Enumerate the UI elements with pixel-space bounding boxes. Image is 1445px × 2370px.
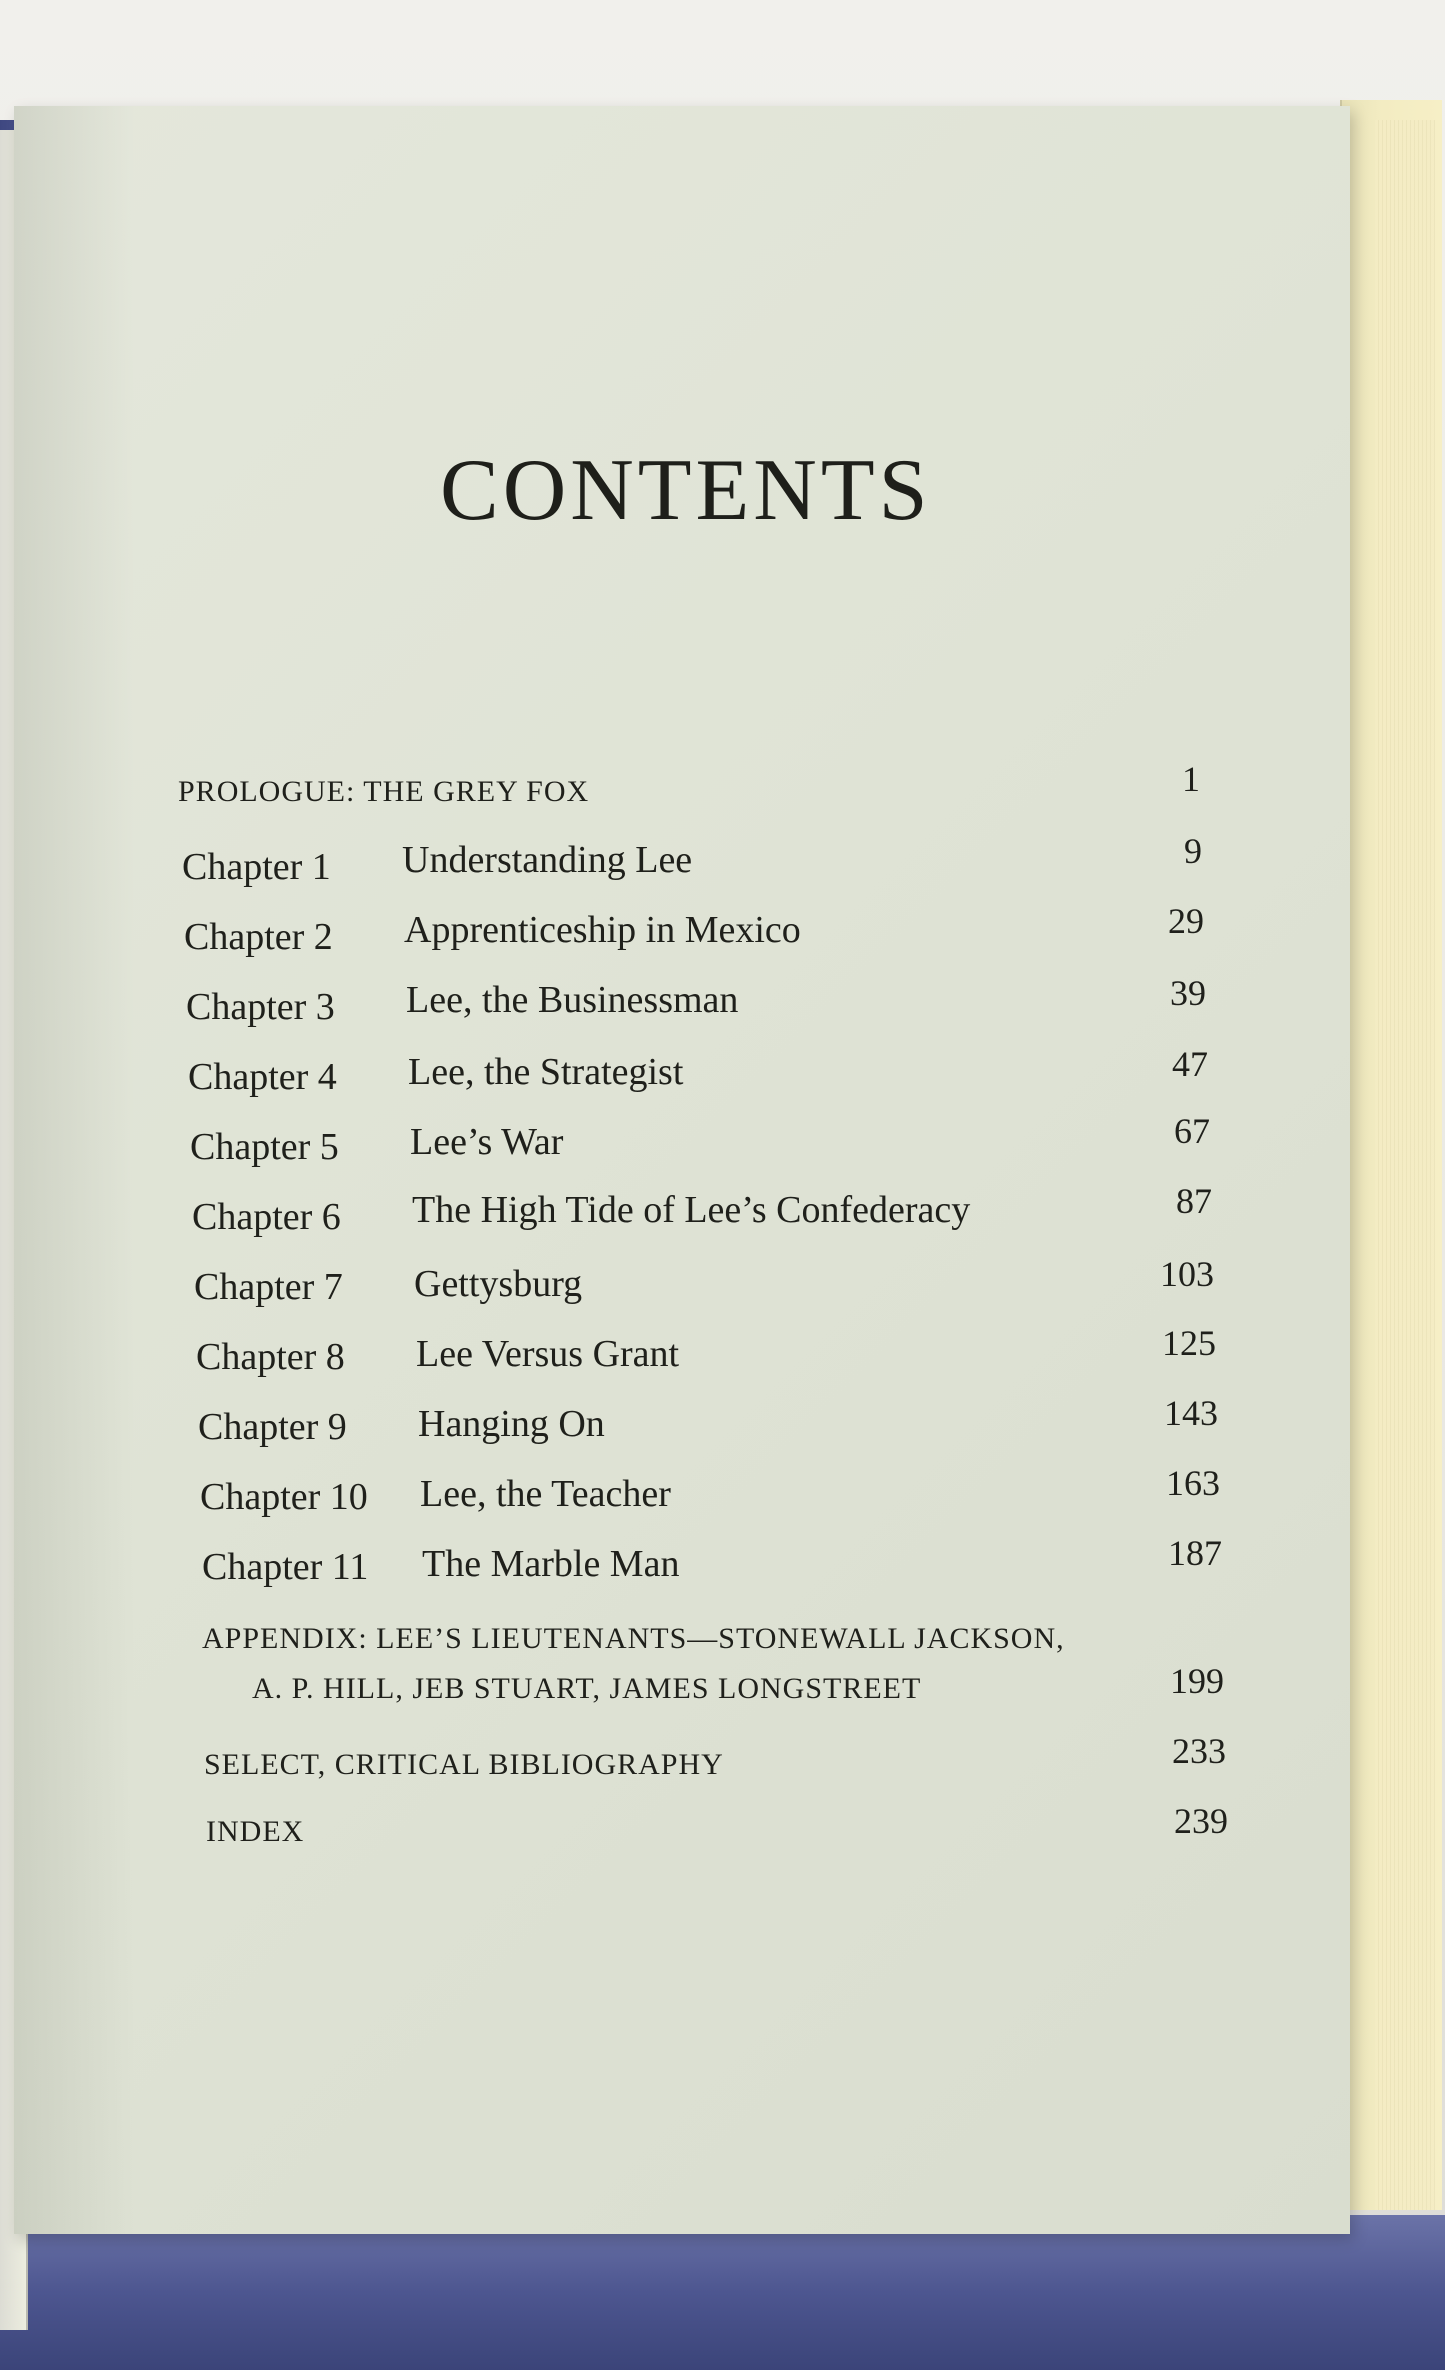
appendix-label-line2: A. P. HILL, JEB STUART, JAMES LONGSTREET: [252, 1672, 922, 1705]
chapter-page: 187: [1168, 1533, 1222, 1573]
chapter-label: Chapter 10: [200, 1476, 368, 1518]
chapter-title: Lee, the Teacher: [420, 1473, 671, 1515]
appendix-label-line1: APPENDIX: LEE’S LIEUTENANTS—STONEWALL JACKSON,: [202, 1622, 1065, 1655]
appendix-page: 199: [1170, 1661, 1224, 1701]
chapter-page: 39: [1170, 973, 1206, 1013]
chapter-label: Chapter 11: [202, 1546, 369, 1588]
chapter-page: 103: [1160, 1254, 1214, 1294]
chapter-title: Understanding Lee: [402, 839, 693, 881]
chapter-title: The Marble Man: [422, 1543, 680, 1585]
bibliography-page: 233: [1172, 1731, 1226, 1771]
index-label: INDEX: [206, 1815, 305, 1848]
prologue-label: PROLOGUE: THE GREY FOX: [178, 775, 590, 808]
chapter-label: Chapter 4: [188, 1056, 337, 1098]
chapter-page: 87: [1176, 1181, 1212, 1221]
chapter-label: Chapter 9: [198, 1406, 347, 1448]
chapter-page: 9: [1184, 831, 1202, 871]
chapter-title: Hanging On: [418, 1403, 605, 1445]
chapter-label: Chapter 3: [186, 986, 335, 1028]
chapter-label: Chapter 6: [192, 1196, 341, 1238]
prologue-page: 1: [1182, 759, 1200, 799]
chapter-label: Chapter 5: [190, 1126, 339, 1168]
chapter-page: 143: [1164, 1393, 1218, 1433]
chapter-page: 163: [1166, 1463, 1220, 1503]
chapter-label: Chapter 2: [184, 916, 333, 958]
chapter-label: Chapter 7: [194, 1266, 343, 1308]
chapter-title: The High Tide of Lee’s Confederacy: [412, 1189, 971, 1231]
chapter-page: 67: [1174, 1111, 1210, 1151]
chapter-title: Lee, the Businessman: [406, 979, 739, 1021]
index-page: 239: [1174, 1801, 1228, 1841]
bibliography-label: SELECT, CRITICAL BIBLIOGRAPHY: [204, 1748, 724, 1781]
page-title: CONTENTS: [440, 442, 932, 539]
chapter-title: Lee’s War: [410, 1121, 564, 1163]
chapter-page: 47: [1172, 1044, 1208, 1084]
chapter-title: Gettysburg: [414, 1263, 583, 1305]
chapter-page: 125: [1162, 1323, 1216, 1363]
chapter-title: Apprenticeship in Mexico: [404, 909, 801, 951]
chapter-label: Chapter 8: [196, 1336, 345, 1378]
chapter-page: 29: [1168, 901, 1204, 941]
chapter-label: Chapter 1: [182, 846, 331, 888]
chapter-title: Lee Versus Grant: [416, 1333, 680, 1375]
chapter-title: Lee, the Strategist: [408, 1051, 684, 1093]
